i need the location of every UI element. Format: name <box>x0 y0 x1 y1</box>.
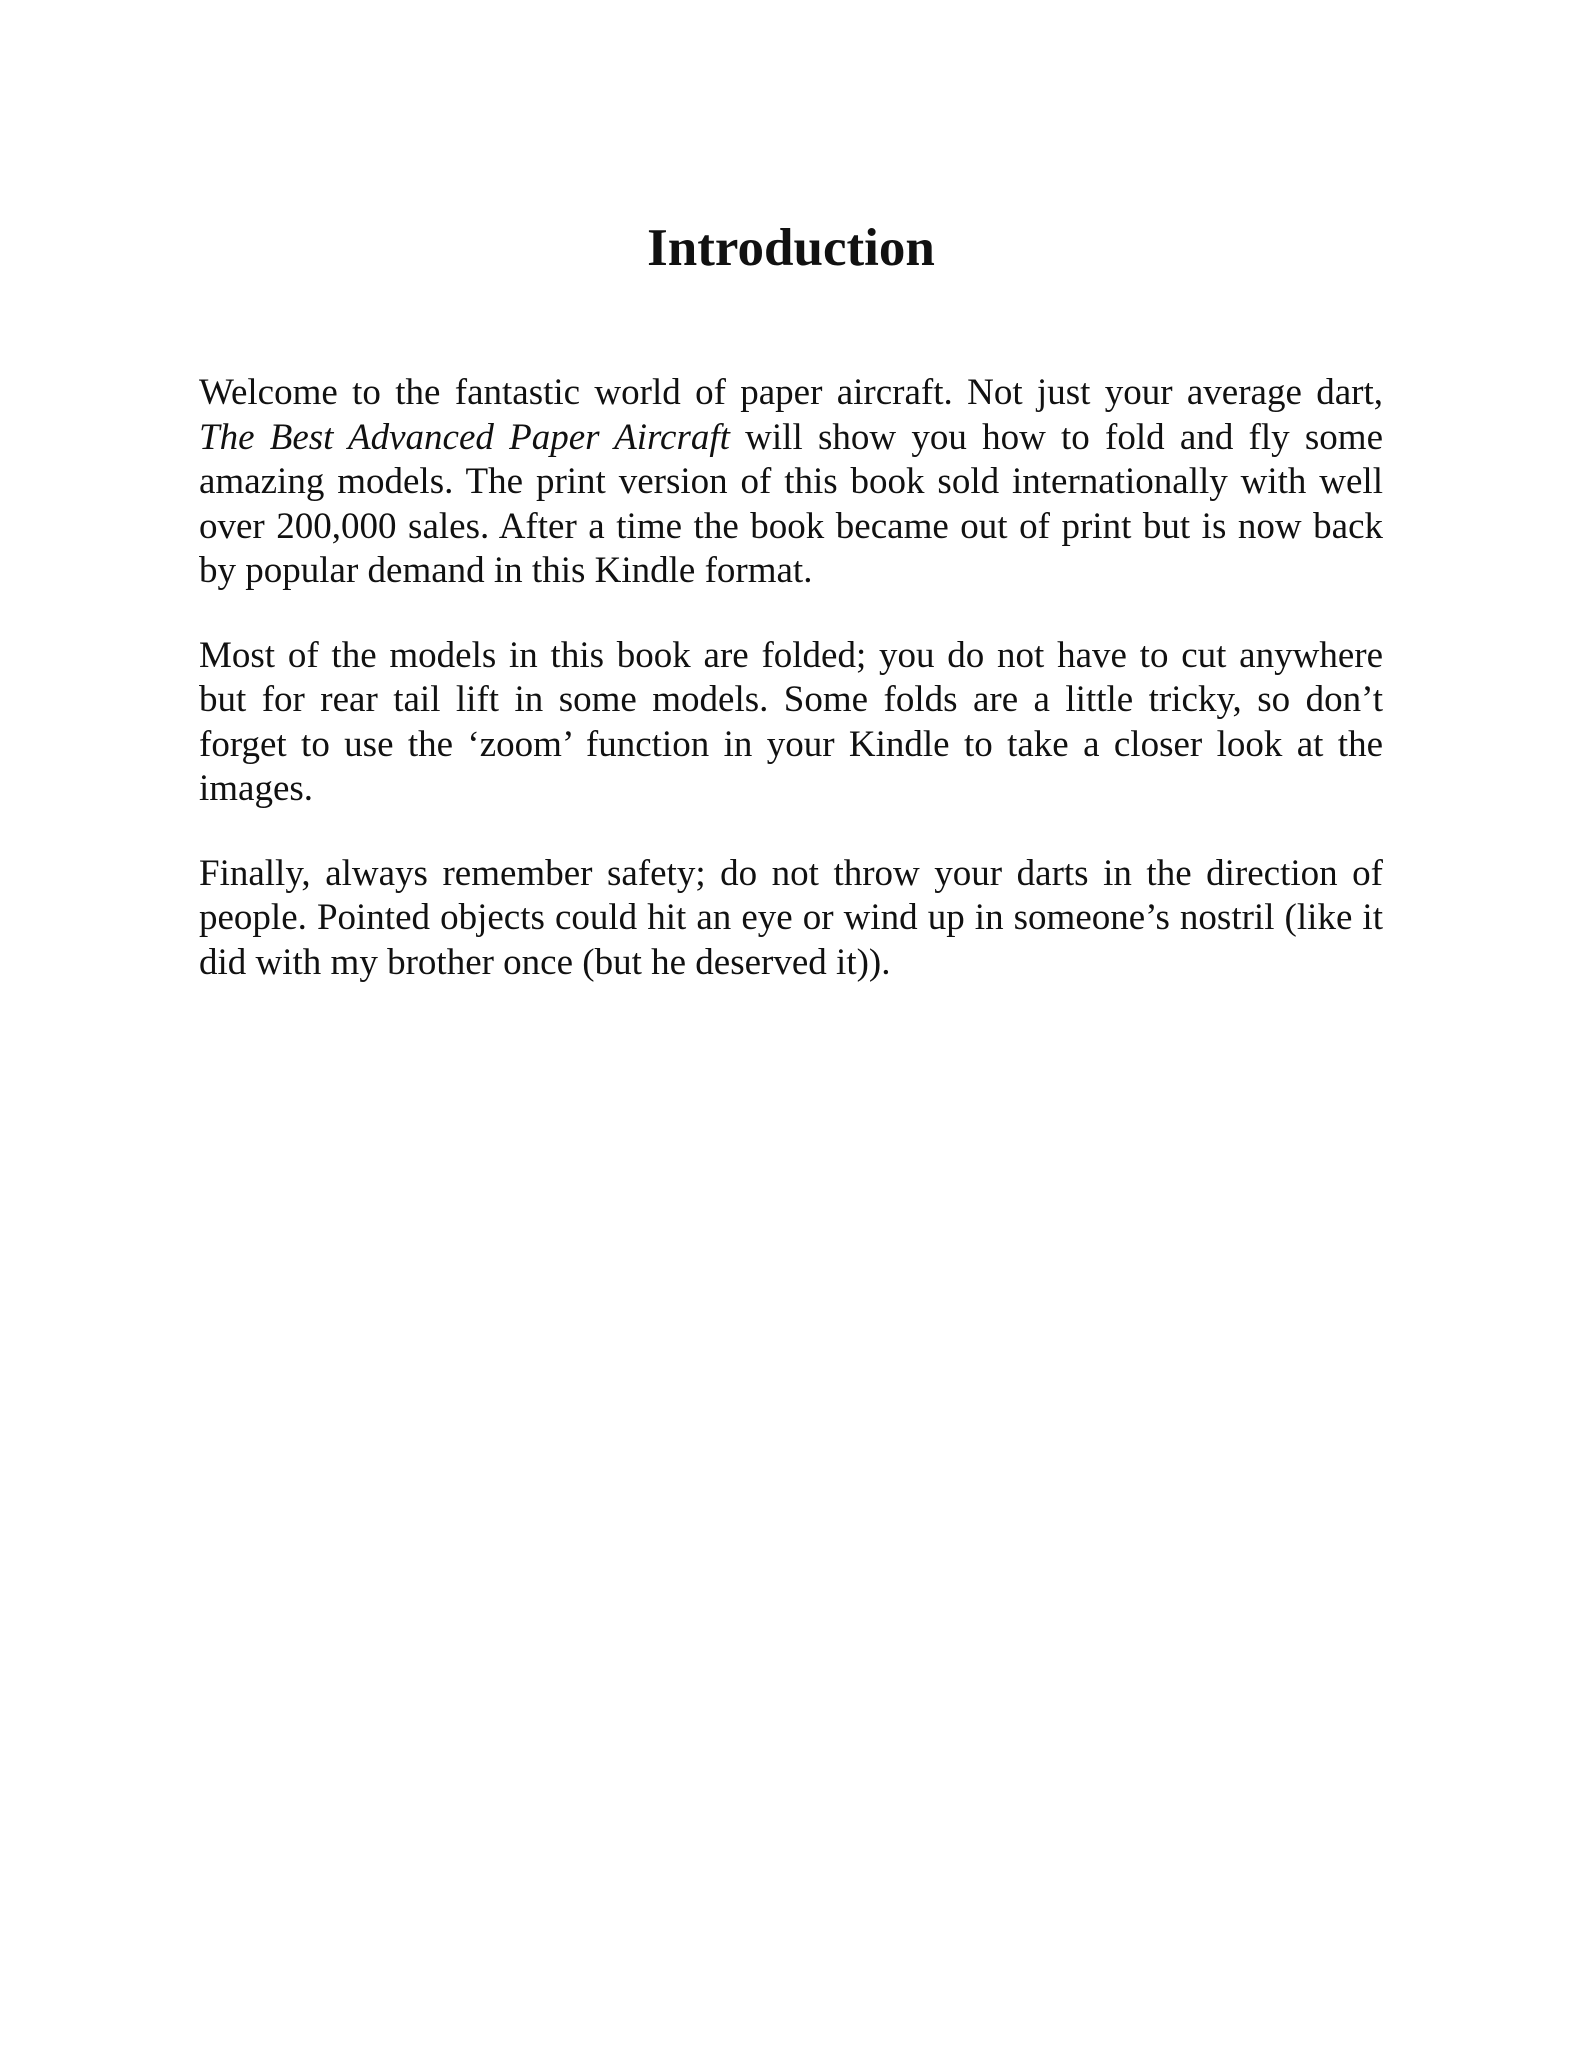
paragraph-welcome-text-end: will show you how to fold and fly some amazing models. The print version of this book sold internationally with well over 200,000 sales. After a time the book became out of print but is now back by popular demand in this Kindle format. <box>199 416 1384 591</box>
paragraph-safety: Finally, always remember safety; do not throw your darts in the direction of people. Pointed objects could hit an eye or wind up in someone’s nostril (like it did with my brother once (but he deserved it)). <box>199 852 1383 983</box>
book-title-italic: The Best Advanced Paper Aircraft <box>199 416 730 458</box>
body-text <box>199 371 1383 1025</box>
paragraph-folding: Most of the models in this book are folded; you do not have to cut anywhere but for rear tail lift in some models. Some folds are a little tricky, so don’t forget to use the ‘zoom’ function in your Kindle to take a closer look at the images. <box>199 634 1383 809</box>
page-title: Introduction <box>647 219 935 277</box>
paragraph-welcome-text-start: Welcome to the fantastic world of paper aircraft. Not just your average dart, <box>199 372 1383 413</box>
paragraph-welcome <box>199 371 1383 594</box>
